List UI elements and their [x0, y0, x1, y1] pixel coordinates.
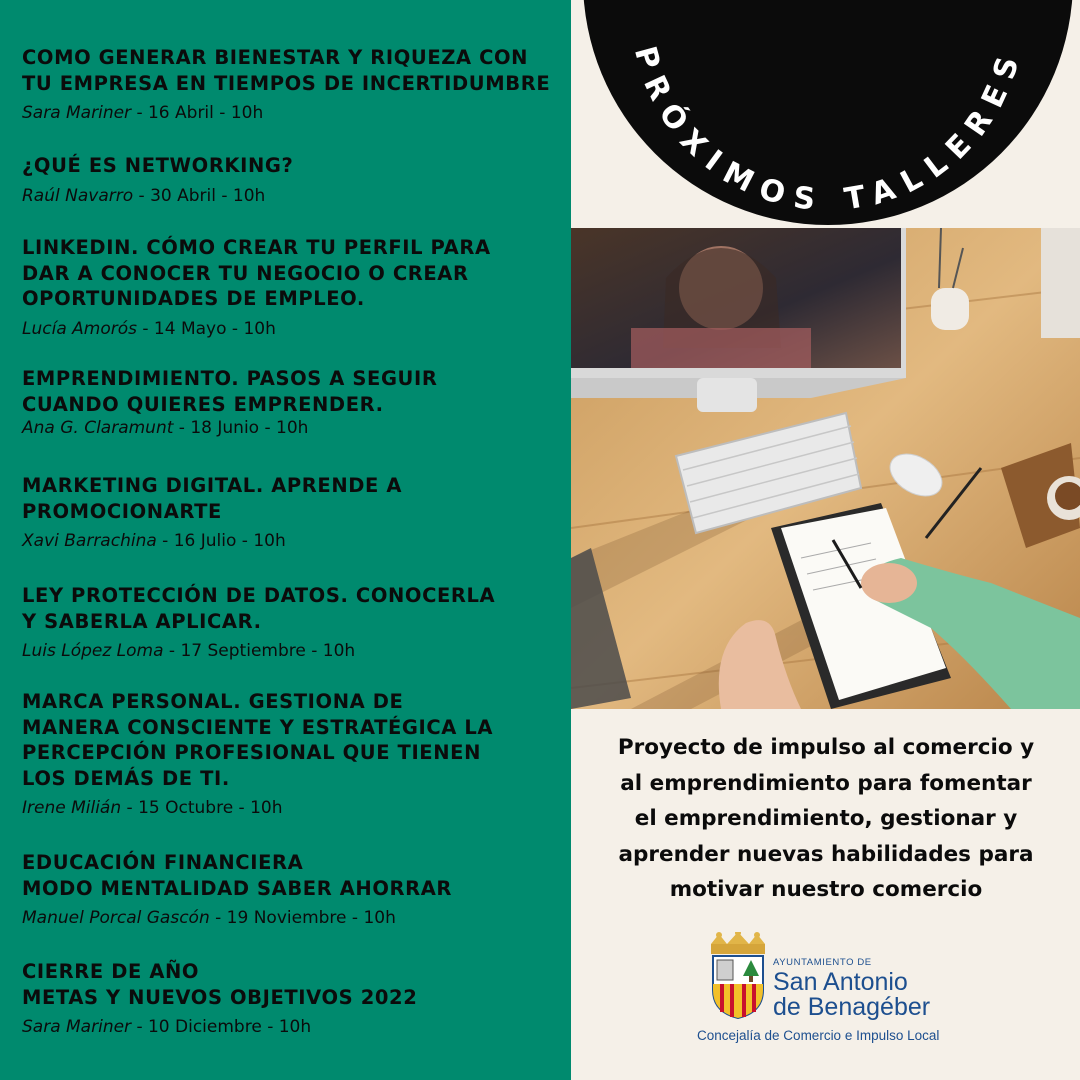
workshop-item: [22, 959, 562, 1038]
workshop-title: MARKETING DIGITAL. APRENDE A PROMOCIONARTE: [22, 474, 403, 523]
title-badge: [571, 0, 1080, 228]
logo-subtitle: Concejalía de Comercio e Impulso Local: [697, 1028, 940, 1043]
crown-icon: [711, 932, 765, 954]
workshop-item: [22, 235, 562, 340]
badge-title: PRÓXIMOS TALLERES: [626, 42, 1030, 219]
workshop-speaker: Lucía Amorós: [22, 318, 137, 339]
workshop-title: EMPRENDIMIENTO. PASOS A SEGUIR CUANDO QUIERES EMPRENDER.: [22, 367, 438, 416]
workshop-date: - 10 Diciembre - 10h: [131, 1017, 312, 1037]
workshop-speaker: Raúl Navarro: [22, 185, 134, 206]
workshop-date: - 19 Noviembre - 10h: [209, 908, 396, 928]
workshop-meta: [22, 1016, 562, 1038]
workshop-title: LEY PROTECCIÓN DE DATOS. CONOCERLA Y SABERLA APLICAR.: [22, 584, 496, 633]
workshop-title: COMO GENERAR BIENESTAR Y RIQUEZA CON TU EMPRESA EN TIEMPOS DE INCERTIDUMBRE: [22, 46, 551, 95]
coat-of-arms-icon: [713, 956, 763, 1018]
workshop-item: [22, 850, 562, 929]
workshop-item: [22, 45, 562, 124]
workshop-meta: [22, 530, 562, 552]
workshop-date: - 17 Septiembre - 10h: [163, 641, 356, 661]
workshop-title: ¿QUÉ ES NETWORKING?: [22, 154, 294, 177]
workshop-meta: [22, 318, 562, 340]
workshop-date: - 18 Junio - 10h: [173, 418, 309, 438]
logo-name: San Antonio de Benagéber: [773, 968, 931, 1021]
workshop-item: [22, 689, 562, 819]
workshop-date: - 15 Octubre - 10h: [121, 798, 283, 818]
workshop-item: [22, 473, 562, 552]
workshop-speaker: Sara Mariner: [22, 1017, 132, 1037]
workshop-meta: [22, 417, 562, 439]
workshop-speaker: Manuel Porcal Gascón: [22, 908, 210, 928]
workshop-speaker: Ana G. Claramunt: [22, 418, 174, 438]
workshop-item: [22, 153, 562, 207]
workshop-speaker: Xavi Barrachina: [22, 531, 157, 551]
workshop-meta: [22, 185, 562, 207]
workshop-title: CIERRE DE AÑO METAS Y NUEVOS OBJETIVOS 2022: [22, 960, 418, 1009]
workshop-title: LINKEDIN. CÓMO CREAR TU PERFIL PARA DAR A CONOCER TU NEGOCIO O CREAR OPORTUNIDADES DE EMPLEO.: [22, 236, 491, 310]
workshop-meta: [22, 907, 562, 929]
workshop-date: - 16 Julio - 10h: [156, 531, 286, 551]
desk-photo: [571, 228, 1080, 709]
workshop-speaker: Sara Mariner: [22, 103, 132, 123]
workshop-meta: [22, 102, 562, 124]
workshop-meta: [22, 640, 562, 662]
workshop-title: MARCA PERSONAL. GESTIONA DE MANERA CONSCIENTE Y ESTRATÉGICA LA PERCEPCIÓN PROFESIONAL QUE TIENEN LOS DEMÁS DE TI.: [22, 690, 494, 790]
workshop-meta: [22, 797, 562, 819]
workshop-item: [22, 583, 562, 662]
workshop-speaker: Irene Milián: [22, 798, 122, 818]
logo-small-text: AYUNTAMIENTO DE: [773, 957, 872, 968]
workshop-date: - 16 Abril - 10h: [131, 103, 264, 123]
workshop-item: [22, 366, 562, 439]
workshop-date: - 30 Abril - 10h: [133, 185, 266, 206]
info-panel: [571, 0, 1080, 1080]
workshop-date: - 14 Mayo - 10h: [136, 318, 276, 339]
workshop-speaker: Luis López Loma: [22, 641, 164, 661]
project-description: Proyecto de impulso al comercio y al emprendimiento para fomentar el emprendimiento, gestionar y aprender nuevas habilidades para motivar nuestro comercio: [617, 735, 1035, 902]
workshop-title: EDUCACIÓN FINANCIERA MODO MENTALIDAD SABER AHORRAR: [22, 851, 453, 900]
